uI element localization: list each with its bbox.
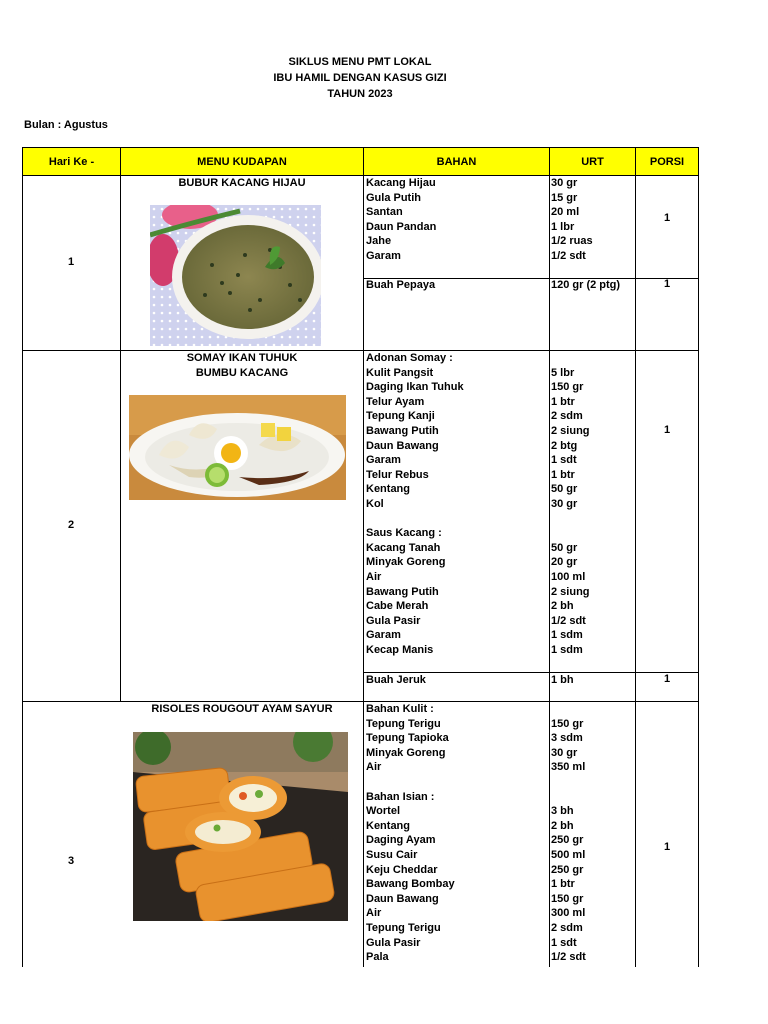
ingredient-name: Kentang (366, 483, 410, 496)
ingredient-urt: 20 gr (551, 556, 578, 569)
ingredient-name: Tepung Kanji (366, 410, 435, 423)
ingredient-urt: 1 sdt (551, 454, 577, 467)
ingredient-urt: 2 btg (551, 439, 578, 452)
ingredient-urt: 250 gr (551, 834, 584, 847)
ingredient-name: Jahe (366, 235, 392, 248)
col-header-urt: URT (550, 148, 635, 175)
ingredient-urt: 250 gr (551, 863, 584, 876)
ingredient-name: Bawang Putih (366, 585, 439, 598)
ingredient-name: Kulit Pangsit (366, 366, 434, 379)
somay-photo (129, 395, 346, 500)
ingredient-urt: 1 sdt (551, 936, 577, 949)
ingredient-urt: 30 gr (551, 746, 578, 759)
ingredient-urt: 1/2 sdt (551, 614, 586, 627)
ingredient-name: Adonan Somay : (366, 352, 453, 364)
dish-name-line2: BUMBU KACANG (195, 366, 289, 379)
bubur-kacang-hijau-photo (150, 205, 321, 346)
ingredient-name: Air (366, 761, 382, 774)
ingredient-urt: 3 bh (551, 805, 574, 818)
ingredient-urt: 30 gr (551, 177, 578, 189)
ingredient-name: Santan (366, 206, 403, 219)
ingredient-name: Tepung Terigu (366, 922, 441, 934)
ingredient-name: Bahan Kulit : (366, 703, 434, 715)
dish-name: RISOLES ROUGOUT AYAM SAYUR (151, 703, 333, 715)
ingredient-name: Bawang Bombay (366, 878, 455, 891)
ingredient-name: Kacang Hijau (366, 177, 436, 189)
ingredient-urt: 1/2 sdt (551, 250, 586, 262)
day-number: 3 (67, 855, 75, 867)
ingredient-name: Kecap Manis (366, 644, 434, 656)
ingredient-name: Gula Pasir (366, 936, 421, 949)
porsi-value: 1 (663, 841, 671, 853)
ingredient-name: Minyak Goreng (366, 556, 446, 569)
ingredient-urt: 30 gr (551, 498, 578, 510)
ingredient-name: Telur Rebus (366, 468, 429, 481)
col-header-porsi: PORSI (636, 148, 698, 175)
ingredient-name: Kol (366, 498, 384, 510)
ingredient-name: Kentang (366, 819, 410, 832)
ingredient-name: Minyak Goreng (366, 746, 446, 759)
ingredient-urt: 1/2 ruas (551, 235, 593, 248)
ingredient-urt: 150 gr (551, 381, 584, 394)
ingredient-name: Daun Bawang (366, 892, 439, 905)
ingredient-name: Telur Ayam (366, 395, 425, 408)
ingredient-name: Saus Kacang : (366, 527, 442, 540)
risoles-photo (133, 732, 348, 921)
ingredient-urt: 150 gr (551, 717, 584, 730)
fruit-porsi: 1 (663, 672, 671, 685)
ingredient-urt: 1 sdm (551, 644, 583, 656)
ingredient-name: Daging Ikan Tuhuk (366, 381, 464, 394)
ingredient-urt: 1 lbr (551, 220, 575, 233)
doc-title-line2: IBU HAMIL DENGAN KASUS GIZI (273, 72, 447, 84)
ingredient-urt: 2 sdm (551, 922, 583, 934)
ingredient-name: Keju Cheddar (366, 863, 438, 876)
ingredient-urt: 1 btr (551, 878, 575, 891)
porsi-value: 1 (663, 212, 671, 224)
ingredient-name: Bahan Isian : (366, 790, 435, 803)
fruit-urt: 1 bh (551, 673, 574, 686)
ingredient-name: Gula Pasir (366, 614, 421, 627)
ingredient-urt: 1 btr (551, 468, 575, 481)
ingredient-name: Daun Bawang (366, 439, 439, 452)
ingredient-name: Garam (366, 250, 401, 262)
doc-title-line3: TAHUN 2023 (327, 88, 393, 100)
ingredient-name: Pala (366, 951, 389, 964)
ingredient-urt: 5 lbr (551, 366, 575, 379)
ingredient-urt: 2 siung (551, 425, 590, 437)
ingredient-urt: 15 gr (551, 191, 578, 204)
col-header-bahan: BAHAN (364, 148, 549, 175)
ingredient-urt: 1 btr (551, 395, 575, 408)
day-number: 2 (67, 519, 75, 531)
ingredient-name: Wortel (366, 805, 401, 818)
fruit-name: Buah Pepaya (366, 279, 436, 291)
ingredient-urt: 300 ml (551, 907, 586, 920)
ingredient-name: Susu Cair (366, 849, 418, 861)
ingredient-urt: 1 sdm (551, 629, 583, 642)
ingredient-urt: 2 sdm (551, 410, 583, 423)
ingredient-name: Gula Putih (366, 191, 421, 204)
ingredient-urt: 500 ml (551, 849, 586, 861)
porsi-value: 1 (663, 424, 671, 436)
ingredient-urt: 150 gr (551, 892, 584, 905)
ingredient-urt: 350 ml (551, 761, 586, 774)
ingredient-name: Cabe Merah (366, 600, 429, 613)
ingredient-name: Kacang Tanah (366, 541, 441, 554)
ingredient-urt: 50 gr (551, 483, 578, 496)
ingredient-name: Tepung Tapioka (366, 732, 449, 745)
ingredient-urt: 3 sdm (551, 732, 583, 745)
ingredient-name: Air (366, 571, 382, 583)
day-number: 1 (67, 256, 75, 268)
ingredient-urt: 2 bh (551, 600, 574, 613)
col-header-menu: MENU KUDAPAN (121, 148, 363, 175)
ingredient-urt: 20 ml (551, 206, 580, 219)
ingredient-name: Garam (366, 454, 401, 467)
ingredient-urt: 1/2 sdt (551, 951, 586, 964)
dish-name: BUBUR KACANG HIJAU (178, 177, 306, 189)
ingredient-urt: 50 gr (551, 541, 578, 554)
ingredient-urt: 100 ml (551, 571, 586, 583)
ingredient-urt: 2 siung (551, 585, 590, 598)
doc-title-line1: SIKLUS MENU PMT LOKAL (288, 56, 432, 68)
fruit-name: Buah Jeruk (366, 673, 426, 686)
ingredient-name: Daging Ayam (366, 834, 436, 847)
ingredient-name: Air (366, 907, 382, 920)
ingredient-urt: 2 bh (551, 819, 574, 832)
ingredient-name: Bawang Putih (366, 425, 439, 437)
ingredient-name: Garam (366, 629, 401, 642)
dish-name-line1: SOMAY IKAN TUHUK (186, 352, 298, 364)
bulan-label: Bulan : Agustus (24, 119, 108, 131)
fruit-porsi: 1 (663, 278, 671, 290)
ingredient-name: Tepung Terigu (366, 717, 441, 730)
fruit-urt: 120 gr (2 ptg) (551, 279, 621, 291)
ingredient-name: Daun Pandan (366, 220, 437, 233)
col-header-hari: Hari Ke - (23, 148, 120, 175)
